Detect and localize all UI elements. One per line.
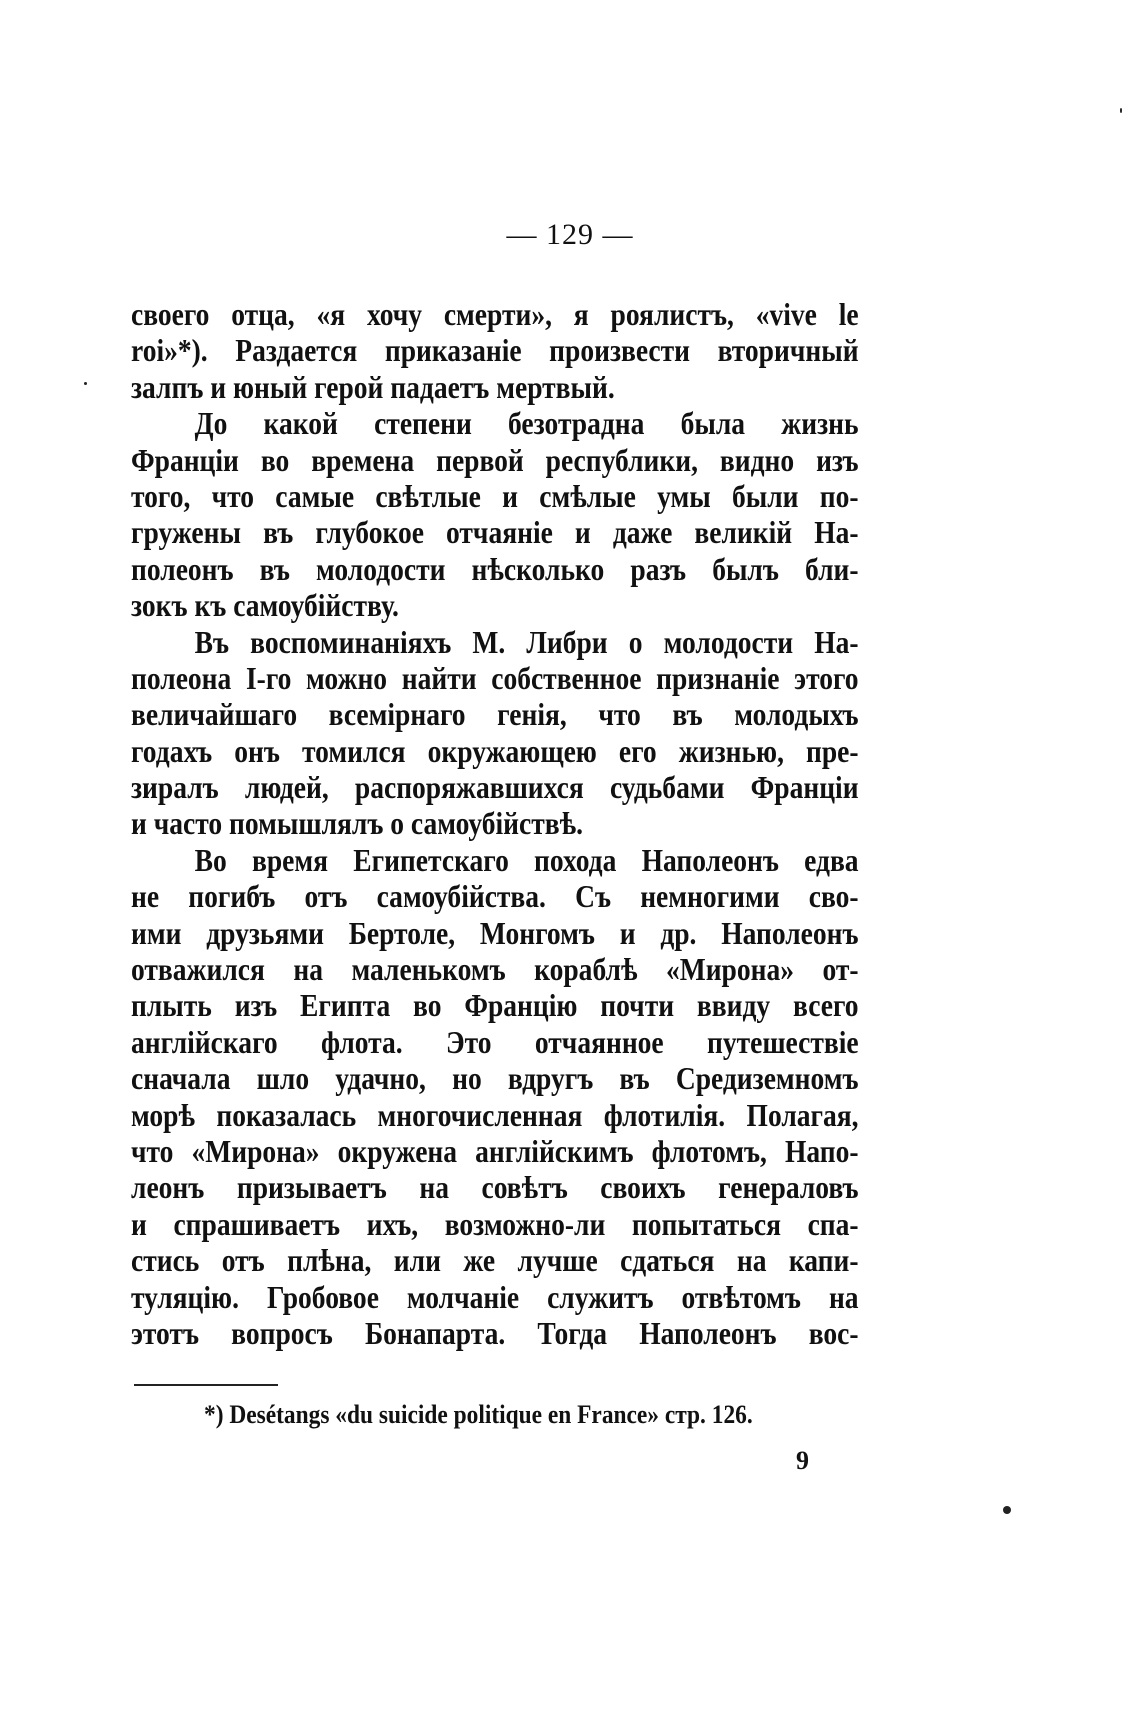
scan-speck <box>1120 108 1122 113</box>
paragraph-republic <box>131 405 859 623</box>
text-line: До какой степени безотрадна была жизнь <box>194 405 859 442</box>
text-line: годахъ онъ томился окружающею его жизнью, пре- <box>131 732 859 769</box>
paragraph-continuation <box>131 296 859 405</box>
footnote-divider <box>134 1384 278 1386</box>
text-line: англійскаго флота. Это отчаянное путешествіе <box>131 1023 859 1060</box>
signature-mark: 9 <box>796 1446 809 1475</box>
text-line: залпъ и юный герой падаетъ мертвый. <box>131 368 615 405</box>
text-line: Во время Египетскаго похода Наполеонъ едва <box>194 841 859 878</box>
text-line: Въ воспоминаніяхъ М. Либри о молодости На- <box>194 623 859 660</box>
text-line: леонъ призываетъ на совѣтъ своихъ генераловъ <box>131 1169 859 1206</box>
text-line: зиралъ людей, распоряжавшихся судьбами Франціи <box>131 769 859 806</box>
text-line: плыть изъ Египта во Францію почти ввиду всего <box>131 987 859 1024</box>
text-line: отважился на маленькомъ кораблѣ «Мирона» от- <box>131 951 859 988</box>
text-line: своего отца, «я хочу смерти», я роялистъ, «vive le <box>131 296 859 332</box>
text-line: морѣ показалась многочисленная флотилія. Полагая, <box>131 1096 859 1133</box>
text-line: roi»*). Раздается приказаніе произвести вторичный <box>131 332 859 369</box>
text-line: туляцію. Гробовое молчаніе служитъ отвѣтомъ на <box>131 1278 859 1315</box>
text-line: гружены въ глубокое отчаяніе и даже великій На- <box>131 514 859 551</box>
text-line: и спрашиваетъ ихъ, возможно-ли попытаться спа- <box>131 1205 859 1242</box>
text-line: Франціи во времена первой республики, видно изъ <box>131 441 859 478</box>
main-text <box>131 296 859 1351</box>
footnote: *) Desétangs «du suicide politique en France» стр. 126. <box>204 1400 753 1429</box>
text-line: величайшаго всемірнаго генія, что въ молодыхъ <box>131 696 859 733</box>
scan-speck <box>84 382 87 385</box>
text-line: и часто помышлялъ о самоубійствѣ. <box>131 805 583 842</box>
text-line: стись отъ плѣна, или же лучше сдаться на капи- <box>131 1242 859 1279</box>
text-line: зокъ къ самоубійству. <box>131 587 399 624</box>
text-line: ими друзьями Бертоле, Монгомъ и др. Наполеонъ <box>131 914 859 951</box>
paragraph-egypt <box>131 842 859 1351</box>
text-line: этотъ вопросъ Бонапарта. Тогда Наполеонъ вос- <box>131 1314 859 1351</box>
scan-speck <box>1003 1506 1011 1514</box>
text-line: не погибъ отъ самоубійства. Съ немногими сво- <box>131 878 859 915</box>
paragraph-libri <box>131 624 859 842</box>
text-line: того, что самые свѣтлые и смѣлые умы были по- <box>131 477 859 514</box>
text-line: полеонъ въ молодости нѣсколько разъ былъ бли- <box>131 550 859 587</box>
page-number: — 129 — <box>506 218 634 251</box>
text-line: что «Мирона» окружена англійскимъ флотомъ, Напо- <box>131 1132 859 1169</box>
text-line: сначала шло удачно, но вдругъ въ Средиземномъ <box>131 1060 859 1097</box>
text-line: полеона I-го можно найти собственное признаніе этого <box>131 659 859 696</box>
